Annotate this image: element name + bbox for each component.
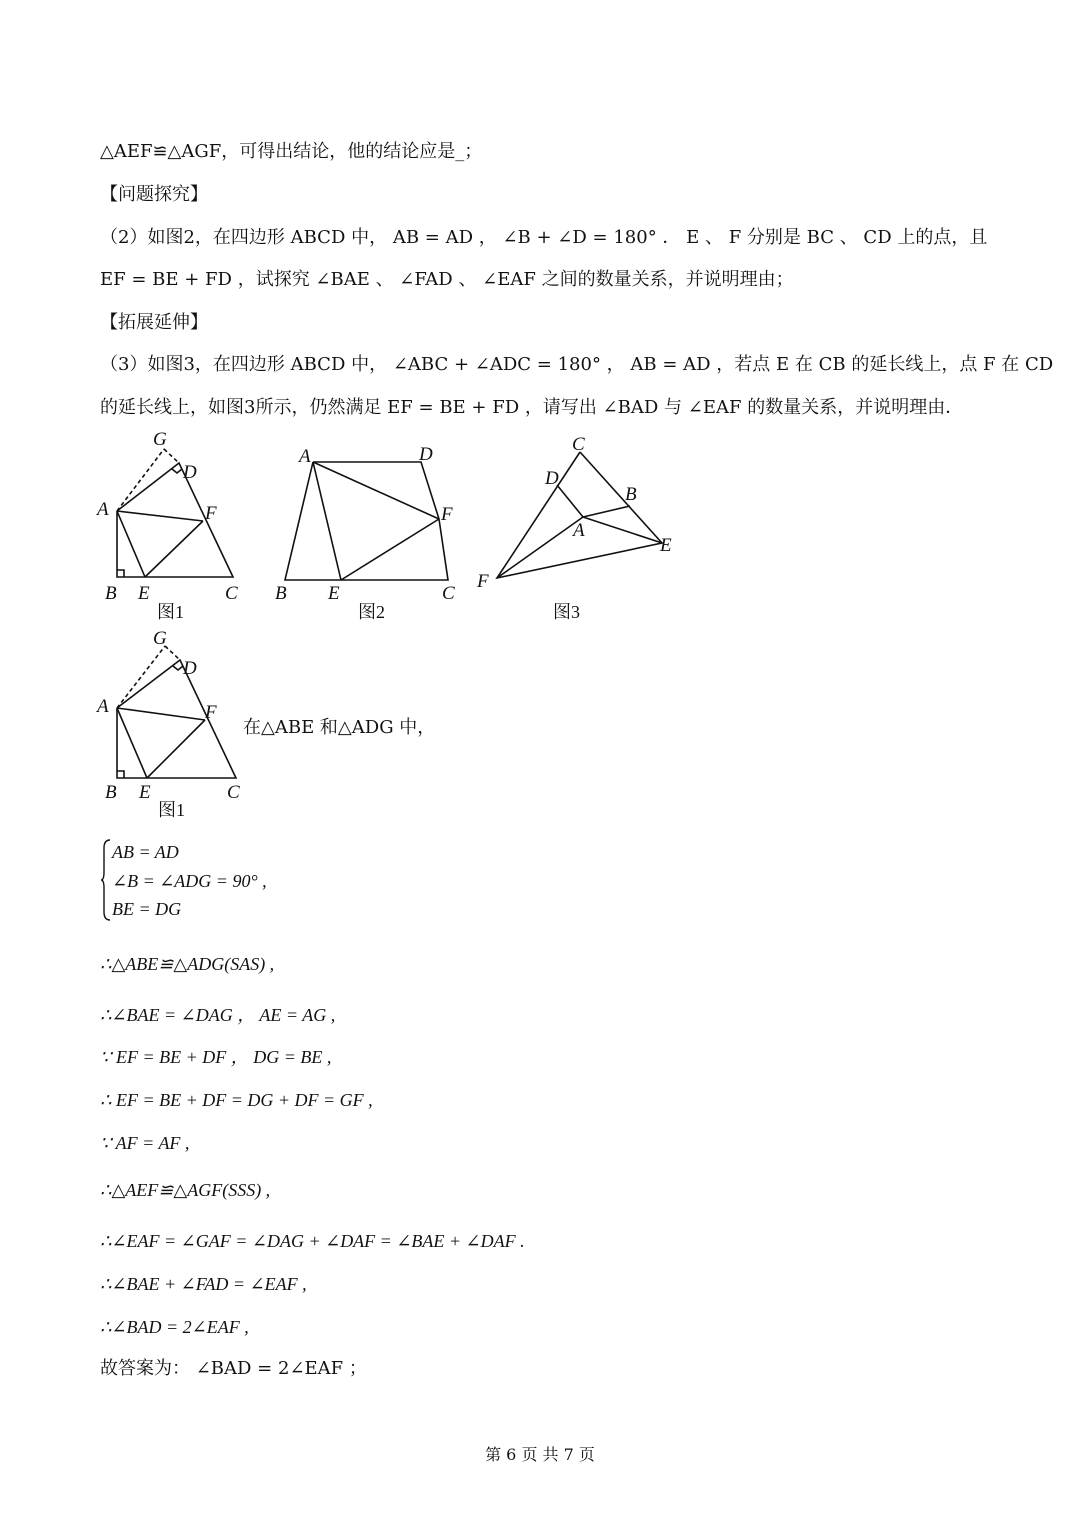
fig1-label-A: A	[97, 499, 109, 520]
proof-line-8: ∴∠BAE + ∠FAD = ∠EAF ,	[100, 1274, 307, 1294]
fig4-label-D: D	[183, 658, 197, 679]
fig1-label-E: E	[138, 583, 150, 604]
fig2-label-E: E	[328, 583, 340, 604]
text-line-1: △AEF≌△AGF，可得出结论，他的结论应是_；	[100, 141, 483, 162]
proof-line-6: ∴△AEF≌△AGF(SSS) ,	[100, 1180, 271, 1200]
fig2-label-A: A	[299, 446, 311, 467]
fig1-label-F: F	[205, 503, 217, 524]
fig3-caption: 图3	[553, 602, 580, 622]
section-heading-explore: 【问题探究】	[100, 184, 208, 205]
page-footer: 第 6 页 共 7 页	[485, 1445, 595, 1464]
figure-1-diagram	[95, 425, 255, 625]
proof-line-2: ∴∠BAE = ∠DAG ， AE = AG ,	[100, 1005, 336, 1025]
fig1-caption: 图1	[157, 602, 184, 622]
system-line-1: AB = AD	[112, 842, 179, 862]
proof-line-4: ∴ EF = BE + DF = DG + DF = GF ,	[100, 1090, 373, 1110]
inline-triangle-statement: 在△ABE 和△ADG 中，	[243, 717, 436, 738]
fig1-label-D: D	[183, 462, 197, 483]
text-line-question-3a: （3）如图3，在四边形 ABCD 中， ∠ABC + ∠ADC = 180° ， AB = AD ，若点 E 在 CB 的延长线上，点 F 在 CD	[100, 354, 1054, 375]
fig1-label-C: C	[225, 583, 238, 604]
fig4-label-C: C	[227, 782, 240, 803]
fig1-label-G: G	[153, 429, 167, 450]
system-line-3: BE = DG	[112, 899, 182, 919]
proof-line-5: ∵ AF = AF ,	[100, 1133, 190, 1153]
proof-line-7: ∴∠EAF = ∠GAF = ∠DAG + ∠DAF = ∠BAE + ∠DAF .	[100, 1231, 525, 1251]
proof-line-1: ∴△ABE≌△ADG(SAS) ,	[100, 954, 275, 974]
text-line-question-3b: 的延长线上，如图3所示，仍然满足 EF = BE + FD ，请写出 ∠BAD 与 ∠EAF 的数量关系，并说明理由．	[100, 397, 964, 418]
system-line-2: ∠B = ∠ADG = 90° ,	[112, 870, 267, 891]
fig4-label-E: E	[139, 782, 151, 803]
answer-line: 故答案为： ∠BAD = 2∠EAF ；	[100, 1358, 367, 1379]
fig4-caption: 图1	[158, 800, 185, 820]
fig3-label-D: D	[545, 468, 559, 489]
fig2-caption: 图2	[358, 602, 385, 622]
proof-line-9: ∴∠BAD = 2∠EAF ,	[100, 1317, 249, 1337]
section-heading-extend: 【拓展延伸】	[100, 312, 208, 333]
fig3-label-A: A	[573, 520, 585, 541]
left-brace-icon	[100, 838, 112, 922]
solution-figure-diagram	[95, 622, 255, 822]
fig4-label-B: B	[105, 782, 117, 803]
figure-3-diagram	[470, 428, 695, 628]
fig2-label-D: D	[419, 444, 433, 465]
fig3-label-C: C	[572, 434, 585, 455]
fig2-label-F: F	[441, 504, 453, 525]
fig4-label-G: G	[153, 628, 167, 649]
fig4-label-A: A	[97, 696, 109, 717]
fig2-label-C: C	[442, 583, 455, 604]
figure-2-diagram	[265, 440, 475, 625]
text-line-question-2a: （2）如图2，在四边形 ABCD 中， AB = AD ， ∠B + ∠D = 180° ． E 、 F 分别是 BC 、 CD 上的点，且	[100, 227, 988, 248]
proof-line-3: ∵ EF = BE + DF ， DG = BE ,	[100, 1047, 332, 1067]
text-line-question-2b: EF = BE + FD ，试探究 ∠BAE 、 ∠FAD 、 ∠EAF 之间的数量关系，并说明理由；	[100, 269, 794, 290]
fig3-label-F: F	[477, 571, 489, 592]
fig4-label-F: F	[205, 702, 217, 723]
fig3-label-B: B	[625, 484, 637, 505]
fig2-label-B: B	[275, 583, 287, 604]
fig1-label-B: B	[105, 583, 117, 604]
fig3-label-E: E	[660, 535, 672, 556]
